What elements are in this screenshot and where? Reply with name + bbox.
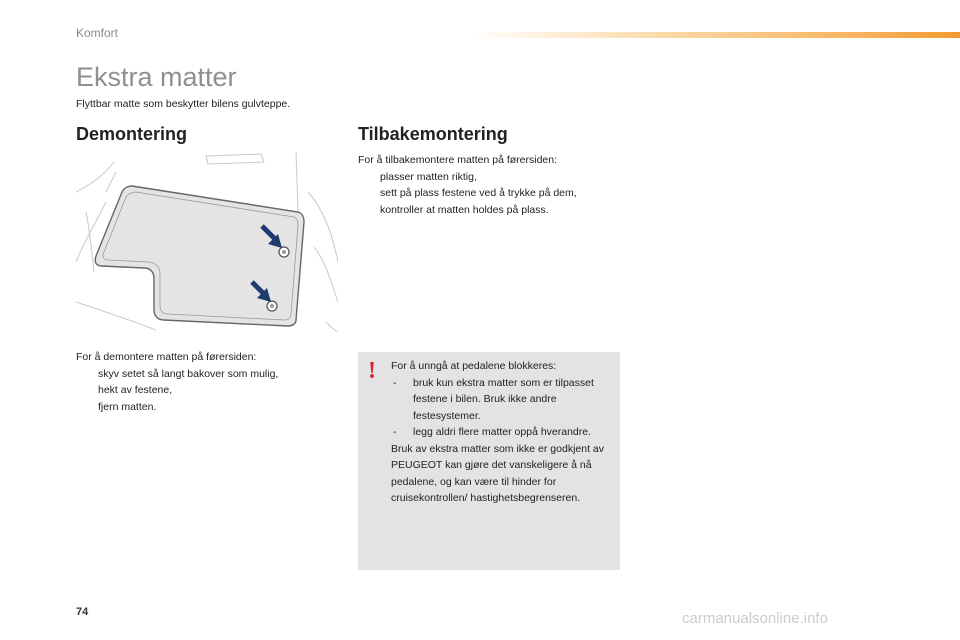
- dash-bullet: -: [393, 376, 397, 389]
- header-gradient-bar: [470, 32, 960, 38]
- refit-heading: Tilbakemontering: [358, 124, 508, 144]
- page-number: 74: [76, 606, 89, 618]
- warning-exclamation-icon: !: [368, 358, 376, 384]
- refit-instructions: [358, 152, 638, 218]
- refit-intro: For å tilbakemontere matten på førersiden:: [358, 154, 558, 166]
- list-item: - legg aldri flere matter oppå hverandre.: [391, 424, 613, 441]
- list-item: hekt av festene,: [98, 384, 173, 396]
- list-item: fjern matten.: [98, 400, 157, 413]
- page-subtitle: Flyttbar matte som beskytter bilens gulvteppe.: [76, 98, 291, 110]
- warning-text: [391, 358, 613, 507]
- removal-intro: For å demontere matten på førersiden:: [76, 351, 257, 363]
- list-item: - bruk kun ekstra matter som er tilpasset festene i bilen. Bruk ikke andre festesystemer.: [393, 376, 594, 422]
- list-item: skyv setet så langt bakover som mulig,: [98, 367, 279, 380]
- removal-heading: Demontering: [76, 124, 188, 144]
- warning-box: [358, 352, 620, 570]
- list-item: plasser matten riktig,: [380, 170, 477, 183]
- list-item: kontroller at matten holdes på plass.: [380, 203, 549, 216]
- watermark: carmanualsonline.info: [682, 610, 828, 627]
- dash-bullet: -: [393, 426, 397, 438]
- page-title: Ekstra matter: [76, 62, 237, 92]
- section-label: Komfort: [76, 26, 119, 40]
- warning-note: Bruk av ekstra matter som ikke er godkjent av PEUGEOT kan gjøre det vanskeligere å nå pedalene, og kan være til hinder for cruisekontrollen/ hastighetsbegrenseren.: [391, 442, 604, 504]
- floor-mat-illustration: [76, 152, 338, 332]
- warning-intro: For å unngå at pedalene blokkeres:: [391, 360, 557, 372]
- removal-instructions: [76, 349, 336, 415]
- list-item: sett på plass festene ved å trykke på dem,: [380, 187, 577, 199]
